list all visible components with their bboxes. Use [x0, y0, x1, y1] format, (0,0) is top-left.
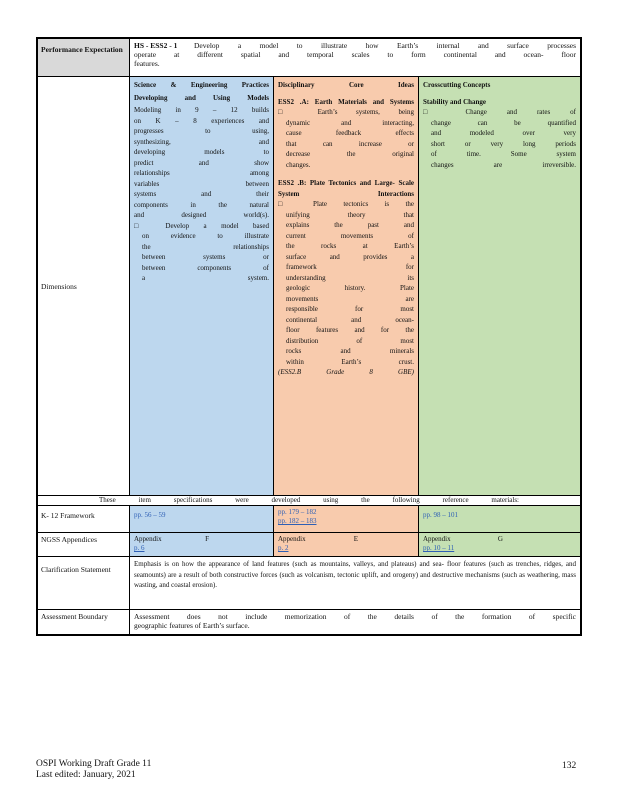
- performance-expectation-row: [38, 39, 580, 77]
- dci-sub2-line: framework for: [286, 263, 414, 271]
- dimensions-columns: [130, 77, 580, 495]
- sep-bullet-line: between systems or: [142, 253, 269, 261]
- ccc-line: change can be quantified: [431, 118, 576, 127]
- dci-sub2-line: distribution of most: [286, 336, 414, 345]
- ccc-subheading: Stability and Change: [423, 97, 487, 106]
- dci-column: [274, 77, 419, 495]
- sep-text-line: synthesizing, and: [134, 137, 269, 146]
- dci-heading: Disciplinary Core Ideas: [278, 81, 414, 89]
- ccc-line: changes are irreversible.: [431, 160, 576, 169]
- reference-note-row: [38, 496, 580, 506]
- sep-bullet-line: a system.: [142, 274, 269, 282]
- k12-sep-pages: [130, 506, 274, 532]
- sep-text: [134, 105, 269, 221]
- footer: [36, 759, 151, 781]
- ngss-ccc-title: Appendix G: [423, 535, 503, 543]
- ccc-column: [419, 77, 580, 495]
- ab-text-line1: Assessment does not include memorization of the details of the formation of specific: [134, 612, 576, 621]
- reference-note: These item specifications were developed using the following reference materials:: [99, 496, 519, 504]
- k12-sep-link[interactable]: pp. 56 – 59: [134, 511, 166, 519]
- clarification-label: Clarification Statement: [38, 557, 130, 609]
- dci-sub2-text: [278, 199, 414, 367]
- ngss-ccc-appendix: [419, 533, 580, 556]
- sep-text-line: relationships among: [134, 169, 269, 177]
- dci-citation: (ESS2.B Grade 8 GBE): [278, 368, 414, 376]
- dci-sub2-line: □ Plate tectonics is the: [278, 200, 414, 208]
- k12-dci-link-1[interactable]: pp. 179 – 182: [278, 508, 317, 516]
- ngss-dci-appendix: [274, 533, 419, 556]
- sep-column: [130, 77, 274, 495]
- k12-framework-row: [38, 506, 580, 533]
- dci-sub2-line: current movements of: [286, 231, 414, 240]
- sep-text-line: on K – 8 experiences and: [134, 116, 269, 125]
- sep-text-line: systems and their: [134, 190, 269, 198]
- page-number: 132: [562, 761, 577, 771]
- dci-sub1-line: □ Earth’s systems, being: [278, 108, 414, 116]
- k12-framework-label: K- 12 Framework: [38, 506, 130, 532]
- ccc-heading: Crosscutting Concepts: [423, 81, 491, 89]
- dci-sub1-text: [278, 107, 414, 170]
- dimensions-label: Dimensions: [38, 77, 130, 495]
- dci-sub2-line: within Earth’s crust.: [286, 357, 414, 366]
- ngss-dci-title: Appendix E: [278, 535, 358, 543]
- dci-sub2-line: surface and provides a: [286, 252, 414, 261]
- sep-bullet-line: on evidence to illustrate: [142, 232, 269, 240]
- sep-bullet-line: between components of: [142, 263, 269, 272]
- ngss-sep-link[interactable]: p. 6: [134, 544, 145, 552]
- dci-sub2-line: understanding its: [286, 273, 414, 282]
- dimensions-row: [38, 77, 580, 496]
- dci-sub2-line: the rocks at Earth’s: [286, 242, 414, 250]
- dci-sub1-line: that can increase or: [286, 139, 414, 148]
- dci-sub1-line: decrease the original: [286, 150, 414, 158]
- dci-sub1-heading: ESS2 .A: Earth Materials and Systems: [278, 97, 414, 106]
- sep-text-line: and designed world(s).: [134, 211, 269, 219]
- sep-bullet: [134, 221, 269, 284]
- ccc-line: □ Change and rates of: [423, 108, 576, 116]
- ngss-appendices-label: NGSS Appendices: [38, 533, 130, 556]
- assessment-boundary-row: [38, 610, 580, 634]
- sep-text-line: developing models to: [134, 148, 269, 156]
- ngss-sep-appendix: [130, 533, 274, 556]
- dci-sub2-line: geologic history. Plate: [286, 284, 414, 292]
- dci-sub2-heading: ESS2 .B: Plate Tectonics and Large- Scale System Interactions: [278, 179, 414, 198]
- performance-expectation-content: [130, 39, 580, 76]
- dci-sub2-line: rocks and minerals: [286, 347, 414, 355]
- dci-sub1-line: dynamic and interacting,: [286, 118, 414, 127]
- sep-heading: Science & Engineering Practices: [134, 81, 269, 89]
- dci-sub2-line: unifying theory that: [286, 210, 414, 219]
- dci-sub2-line: movements are: [286, 294, 414, 303]
- k12-dci-link-2[interactable]: pp. 182 – 183: [278, 517, 317, 525]
- k12-ccc-pages: [419, 506, 580, 532]
- k12-ccc-link[interactable]: pp. 98 – 101: [423, 511, 458, 519]
- clarification-row: [38, 557, 580, 610]
- pe-text-line3: features.: [134, 59, 160, 68]
- assessment-boundary-label: Assessment Boundary: [38, 610, 130, 634]
- pe-text-line2: operate at different spatial and temporal scales to form continental and ocean- floor: [134, 50, 576, 59]
- pe-code: HS - ESS2 - 1: [134, 41, 178, 50]
- ccc-line: and modeled over very: [431, 129, 576, 137]
- sep-text-line: components in the natural: [134, 200, 269, 209]
- dci-sub1-line: changes.: [286, 160, 311, 169]
- footer-line1: OSPI Working Draft Grade 11: [36, 759, 152, 769]
- dci-sub1-line: cause feedback effects: [286, 129, 414, 137]
- ngss-appendices-row: [38, 533, 580, 557]
- assessment-boundary-content: [130, 610, 580, 634]
- sep-text-line: Modeling in 9 – 12 builds: [134, 106, 269, 114]
- footer-line2: Last edited: January, 2021: [36, 770, 136, 780]
- spec-table: [36, 37, 582, 636]
- sep-subheading: Developing and Using Models: [134, 93, 269, 102]
- performance-expectation-label: Performance Expectation: [38, 39, 130, 76]
- sep-text-line: variables between: [134, 179, 269, 188]
- k12-dci-pages: [274, 506, 419, 532]
- pe-text-line1: Develop a model to illustrate how Earth’s internal and surface processes: [194, 41, 576, 50]
- ccc-line: of time. Some system: [431, 150, 576, 158]
- ngss-ccc-link[interactable]: pp. 10 – 11: [423, 544, 455, 552]
- ccc-line: short or very long periods: [431, 139, 576, 148]
- dci-sub2-line: responsible for most: [286, 305, 414, 313]
- ngss-dci-link[interactable]: p. 2: [278, 544, 289, 552]
- ccc-text: [423, 107, 576, 170]
- sep-bullet-line: □ Develop a model based: [134, 221, 269, 230]
- sep-text-line: progresses to using,: [134, 127, 269, 135]
- dci-sub2-line: floor features and for the: [286, 326, 414, 334]
- dci-sub2-line: explains the past and: [286, 221, 414, 229]
- ngss-sep-title: Appendix F: [134, 535, 209, 543]
- sep-bullet-line: the relationships: [142, 242, 269, 251]
- clarification-text: Emphasis is on how the appearance of land features (such as mountains, valleys, and plateaus) and sea- floor features (such as trenches, ridges, and seamounts) are a result of both constructive forces (such as volcanism, tectonic uplift, and orogeny) and destructive mechanisms (such as weathering, mass wasting, and coastal erosion).: [134, 560, 576, 589]
- dci-sub2-line: continental and ocean-: [286, 315, 414, 324]
- ab-text-line2: geographic features of Earth’s surface.: [134, 621, 250, 630]
- sep-text-line: predict and show: [134, 158, 269, 167]
